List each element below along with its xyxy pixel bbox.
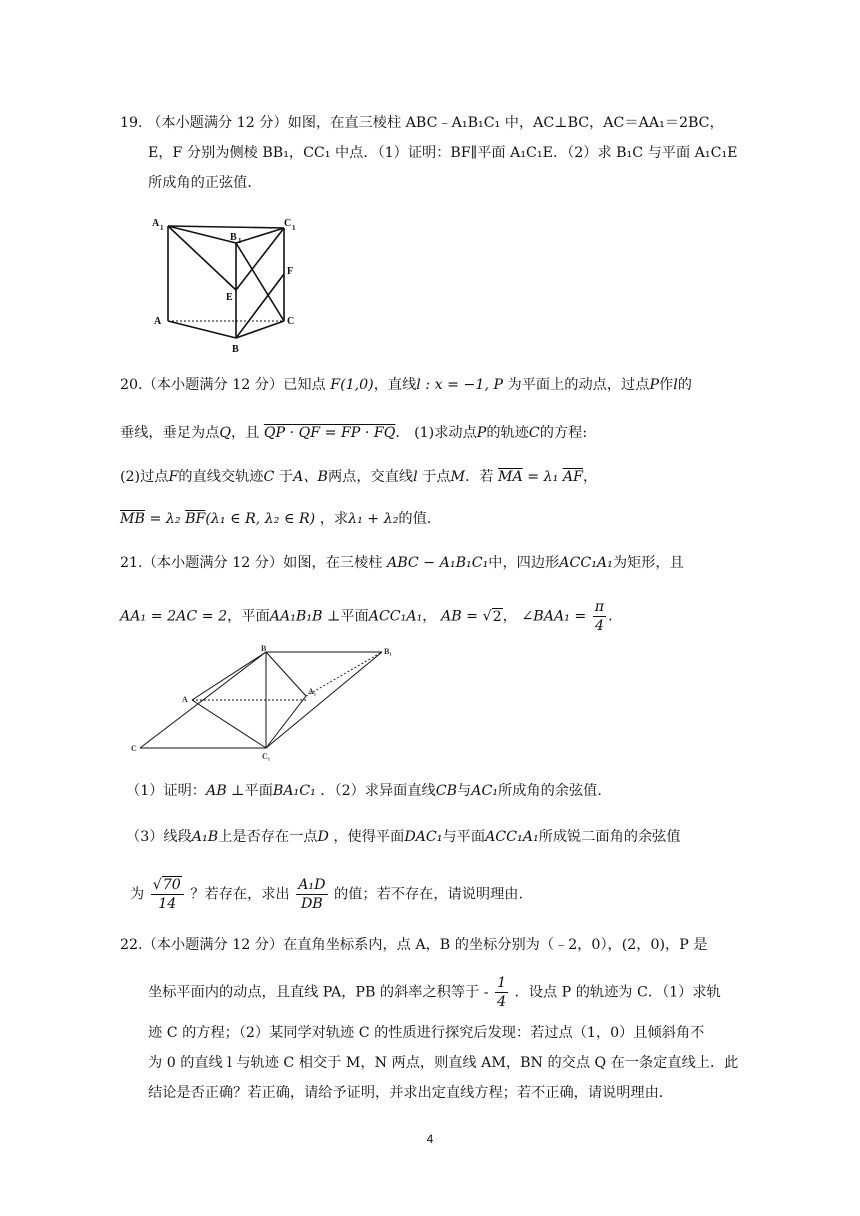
question-number: 19. — [120, 115, 143, 131]
q20-line-4: $\overline{MB} = \lambda_2$ $\overline{BF}(\lambda_1$ ∈ R, λ₂ ∈ R) ，求λ₁ + λ₂的值. — [120, 511, 432, 527]
q19-line-2 — [148, 142, 738, 164]
q21-line-5: 为 $\frac{√70}{14}$ ？若存在，求出 $\frac{\text{A₁D}}{DB}$ 的值；若不存在，请说明理由. — [130, 877, 523, 912]
q21-line-3: （1）证明：AB ⊥平面BA₁C₁ ．（2）求异面直线CB与AC₁所成角的余弦值. — [126, 783, 602, 799]
svg-text:1: 1 — [160, 224, 164, 232]
q22-line-1: 22.（本小题满分 12 分）在直角坐标系内，点 A，B 的坐标分别为（﹣2，0），(2，0)，P 是 — [120, 937, 708, 953]
fraction-A1D-DB: $\frac{\text{A₁D}}{DB}$ — [298, 877, 326, 912]
q22-line-3: 迹 C 的方程；（2）某同学对轨迹 C 的性质进行探究后发现：若过点（1，0）且倾斜角不 — [148, 1025, 705, 1041]
svg-text:1: 1 — [292, 224, 296, 232]
label-A: A — [182, 695, 188, 704]
q21-line-2: AA₁ = 2AC = 2，平面AA₁B₁B ⊥平面ACC₁A₁， AB = √2， ∠BAA₁ = $\frac{\pi}{4}$ ． — [120, 599, 623, 634]
q22-line-4: 为 0 的直线 l 与轨迹 C 相交于 M，N 两点，则直线 AM，BN 的交点 Q 在一条定直线上．此 — [148, 1055, 739, 1071]
label-B1: B₁ — [384, 647, 392, 656]
page-number: 4 — [426, 1132, 434, 1146]
label-C: C — [287, 316, 295, 327]
fraction-pi-4: $\frac{\pi}{4}$ — [594, 599, 605, 634]
svg-text:1: 1 — [238, 237, 242, 245]
label-E: E — [226, 292, 233, 303]
q21-line-1: 21.（本小题满分 12 分）如图，在三棱柱 ABC − A₁B₁C₁中，四边形ACC₁A₁为矩形，且 — [120, 555, 684, 571]
q19-text: （本小题满分 12 分）如图，在直三棱柱 ABC﹣A₁B₁C₁ 中，AC⊥BC，AC＝AA₁＝2BC， — [147, 115, 724, 131]
label-B1: B — [230, 232, 237, 243]
fraction-sqrt70-14: $\frac{√70}{14}$ — [151, 876, 184, 913]
label-A1: A — [152, 218, 160, 229]
label-C1: C — [284, 218, 292, 229]
label-B: B — [261, 644, 267, 653]
q22-line-2: 坐标平面内的动点，且直线 PA，PB 的斜率之积等于 - $\frac{1}{4}$ ．设点 P 的轨迹为 C．（1）求轨 — [148, 975, 721, 1010]
q19-text: E，F 分别为侧棱 BB₁，CC₁ 中点．（1）证明：BF∥平面 A₁C₁E．（2）求 B₁C 与平面 A₁C₁E — [148, 145, 738, 161]
label-A1: A₁ — [308, 687, 317, 696]
q20-line-3: (2)过点F的直线交轨迹C 于A、B两点，交直线l 于点M．若 $\overline{MA} = \lambda_1$ $\overline{AF}$， — [120, 469, 598, 485]
q19-prism-figure — [150, 208, 310, 358]
label-A: A — [154, 316, 162, 327]
fraction-1-4: $\frac{1}{4}$ — [497, 975, 507, 1010]
q21-line-4: （3）线段A₁B上是否存在一点D ，使得平面DAC₁与平面ACC₁A₁所成锐二面角的余弦值 — [126, 829, 681, 845]
vector-equation: QP · QF = FP · FQ — [263, 425, 396, 441]
point-F: F(1,0) — [330, 377, 374, 393]
label-C1: C₁ — [262, 752, 271, 761]
q19-line-3 — [148, 172, 262, 194]
q22-line-5: 结论是否正确？若正确，请给予证明，并求出定直线方程；若不正确，请说明理由． — [148, 1085, 673, 1101]
q21-prism-figure — [130, 640, 400, 764]
label-C: C — [131, 744, 137, 753]
label-F: F — [287, 266, 294, 277]
q20-line-2: 垂线，垂足为点Q，且 QP · QF = FP · FQ． (1)求动点P的轨迹C的方程: — [120, 425, 588, 441]
q19-text: 所成角的正弦值． — [148, 175, 262, 191]
label-B: B — [232, 344, 239, 355]
q19-line-1 — [120, 112, 724, 134]
q20-line-1: 20.（本小题满分 12 分）已知点 F(1,0)，直线l : x = −1, P 为平面上的动点，过点P作l的 — [120, 377, 692, 393]
